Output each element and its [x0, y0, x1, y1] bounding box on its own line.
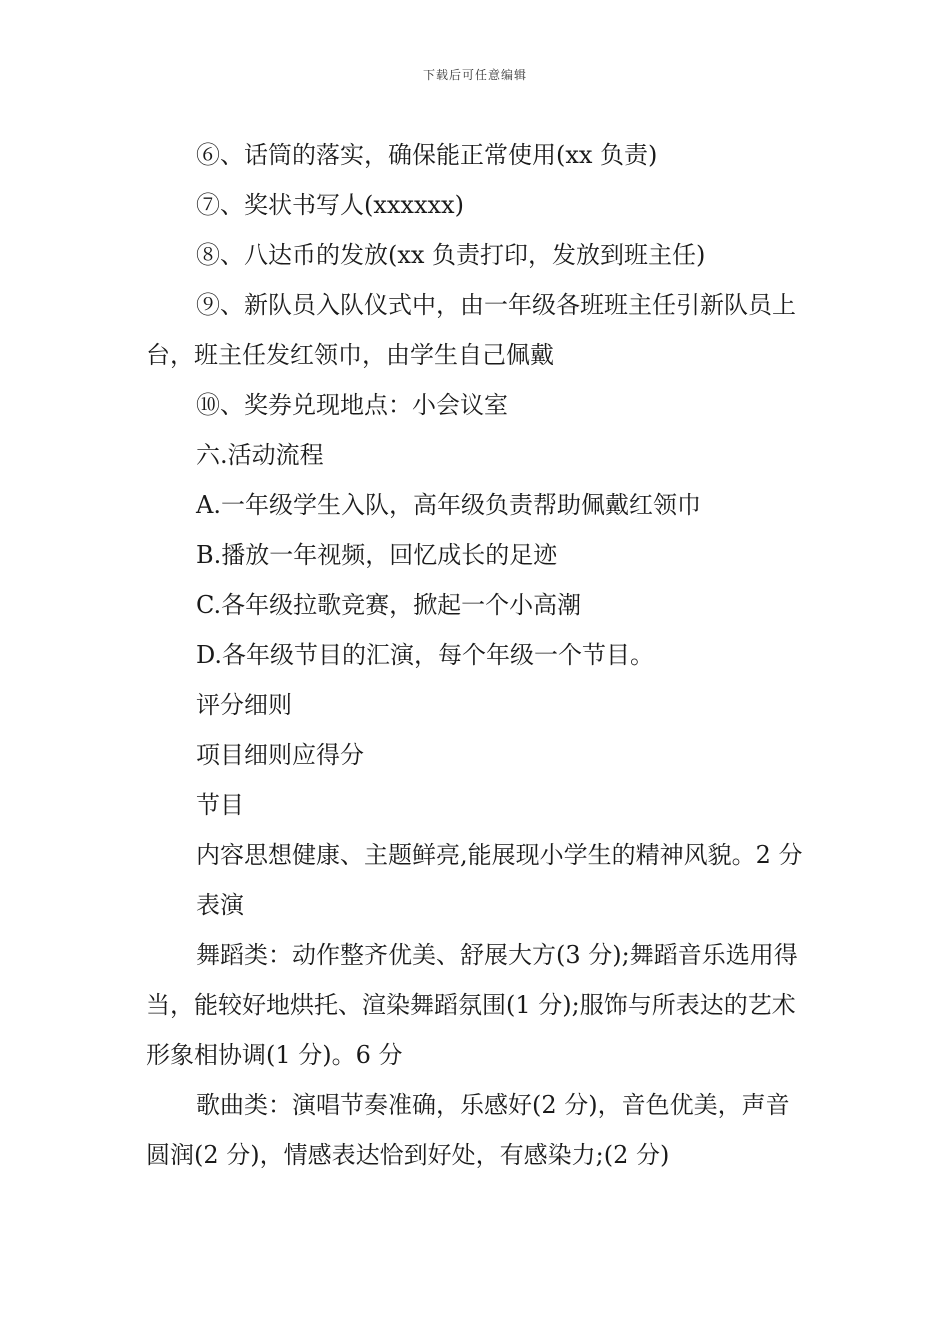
flow-step-d: D.各年级节目的汇演，每个年级一个节目。 — [196, 641, 655, 669]
flow-step-b: B.播放一年视频，回忆成长的足迹 — [196, 541, 558, 569]
paragraph-item-9: ⑨、新队员入队仪式中，由一年级各班班主任引新队员上台，班主任发红领巾，由学生自己佩戴 — [146, 291, 796, 369]
scoring-category-performance: 表演 — [196, 891, 244, 919]
scoring-rules-heading: 评分细则 — [196, 691, 292, 719]
paragraph-item-8: ⑧、八达币的发放(xx 负责打印，发放到班主任) — [196, 241, 706, 269]
scoring-song: 歌曲类：演唱节奏准确，乐感好(2 分)，音色优美，声音圆润(2 分)，情感表达恰到好处，有感染力;(2 分) — [146, 1091, 790, 1169]
page-header: 下载后可任意编辑 — [422, 68, 527, 82]
section-heading-activity-flow: 六.活动流程 — [196, 441, 324, 469]
paragraph-item-7: ⑦、奖状书写人(xxxxxx) — [196, 191, 464, 219]
scoring-dance: 舞蹈类：动作整齐优美、舒展大方(3 分);舞蹈音乐选用得当，能较好地烘托、渲染舞蹈氛围(1 分);服饰与所表达的艺术形象相协调(1 分)。6 分 — [146, 941, 798, 1069]
paragraph-item-10: ⑩、奖券兑现地点：小会议室 — [196, 391, 508, 419]
flow-step-c: C.各年级拉歌竞赛，掀起一个小高潮 — [196, 591, 582, 619]
scoring-table-header: 项目细则应得分 — [196, 741, 364, 769]
scoring-category-program: 节目 — [196, 791, 244, 819]
paragraph-item-6: ⑥、话筒的落实，确保能正常使用(xx 负责) — [196, 141, 658, 169]
document-body — [146, 130, 811, 1180]
scoring-program-content: 内容思想健康、主题鲜亮,能展现小学生的精神风貌。2 分 — [196, 841, 803, 869]
flow-step-a: A.一年级学生入队，高年级负责帮助佩戴红领巾 — [196, 491, 701, 519]
